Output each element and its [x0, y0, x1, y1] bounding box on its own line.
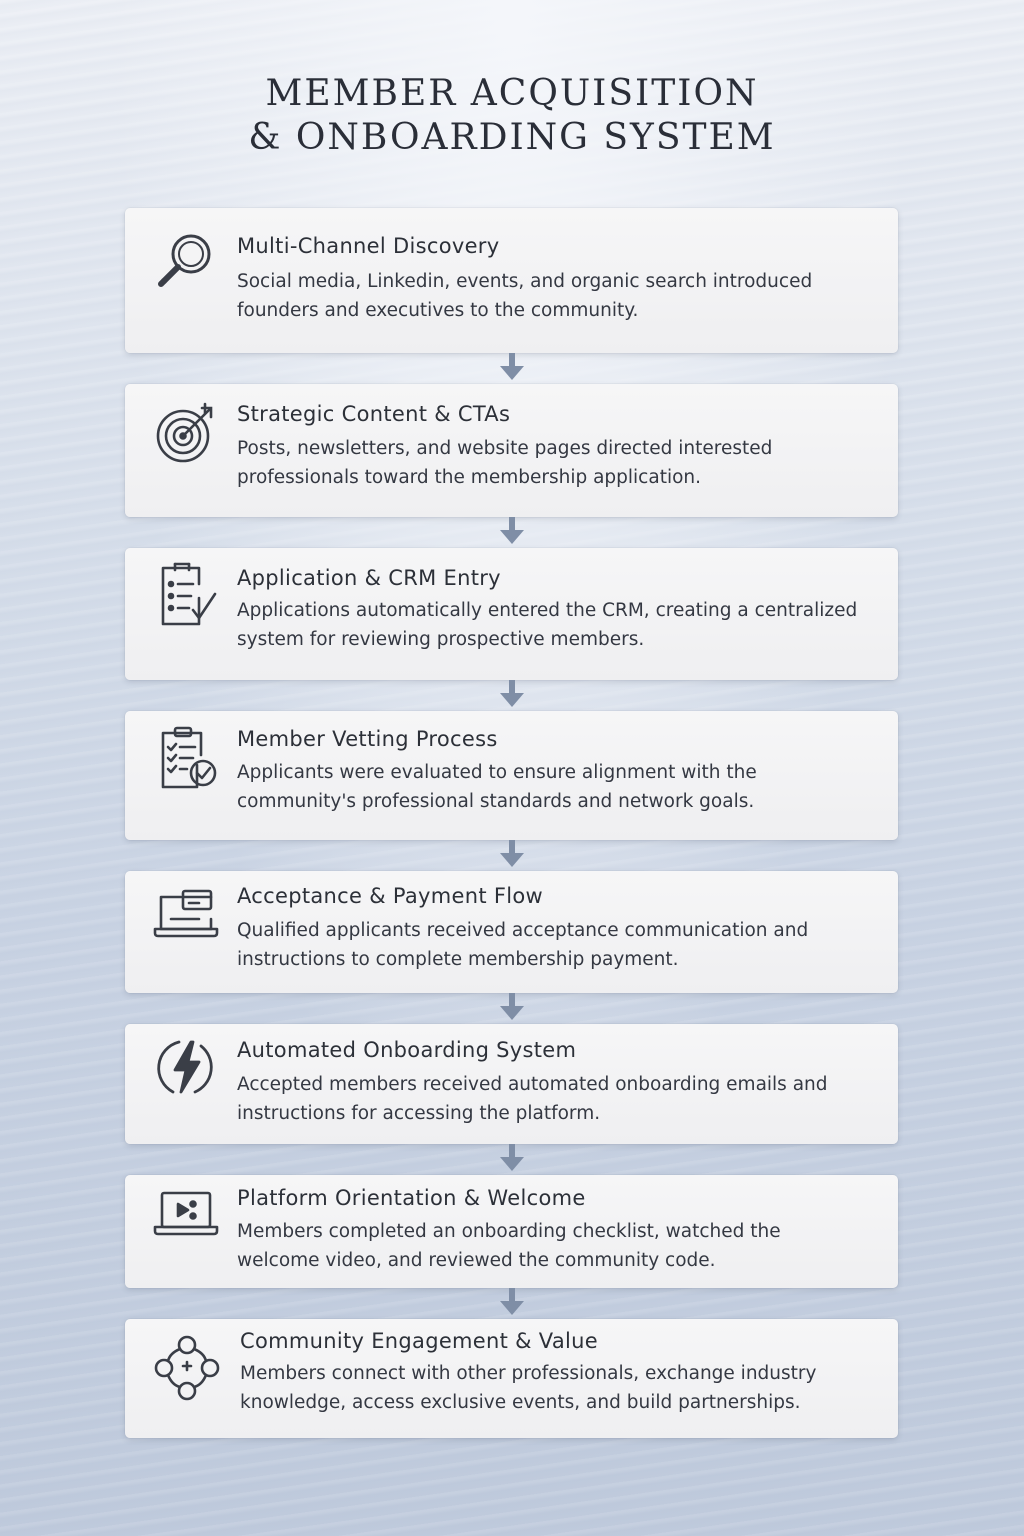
step-card-application [125, 548, 898, 680]
magnifier-icon [153, 228, 219, 294]
step-card-engagement [125, 1319, 898, 1438]
step-card-content [125, 384, 898, 517]
lightning-bolt-icon [153, 1034, 219, 1100]
application-form-icon [153, 562, 219, 628]
flow-arrow-icon [497, 1144, 527, 1172]
step-description: Social media, Linkedin, events, and organic search introduced founders and executives to the community. [237, 271, 813, 321]
target-icon [153, 400, 219, 466]
flow-arrow-icon [497, 517, 527, 545]
step-card-vetting [125, 711, 898, 840]
step-title: Acceptance & Payment Flow [237, 884, 543, 908]
step-title: Application & CRM Entry [237, 566, 501, 590]
step-card-automated-onboarding [125, 1024, 898, 1144]
step-title: Multi-Channel Discovery [237, 234, 500, 258]
step-description: Qualified applicants received acceptance communication and instructions to complete membership payment. [237, 920, 809, 970]
step-title: Member Vetting Process [237, 727, 498, 751]
step-title: Automated Onboarding System [237, 1038, 577, 1062]
page-title [0, 72, 1024, 160]
step-title: Strategic Content & CTAs [237, 402, 511, 426]
step-description: Accepted members received automated onboarding emails and instructions for accessing the platform. [237, 1074, 828, 1124]
step-card-orientation [125, 1175, 898, 1288]
checklist-clipboard-icon [153, 725, 219, 791]
step-description: Members connect with other professionals, exchange industry knowledge, access exclusive events, and build partnerships. [240, 1363, 817, 1413]
step-title: Community Engagement & Value [240, 1329, 598, 1353]
step-description: Members completed an onboarding checklist, watched the welcome video, and reviewed the community code. [237, 1221, 781, 1271]
step-description: Applicants were evaluated to ensure alignment with the community's professional standards and network goals. [237, 762, 757, 812]
network-circles-icon [149, 1335, 225, 1401]
laptop-video-icon [153, 1183, 219, 1249]
flow-arrow-icon [497, 840, 527, 868]
step-description: Applications automatically entered the CRM, creating a centralized system for reviewing prospective members. [237, 600, 858, 650]
page-title-line-2: & ONBOARDING SYSTEM [248, 117, 776, 158]
laptop-payment-icon [153, 883, 219, 949]
flow-arrow-icon [497, 353, 527, 381]
step-description: Posts, newsletters, and website pages directed interested professionals toward the membership application. [237, 438, 773, 488]
flow-arrow-icon [497, 680, 527, 708]
page-title-line-1: MEMBER ACQUISITION [265, 73, 759, 114]
step-title: Platform Orientation & Welcome [237, 1186, 586, 1210]
flow-arrow-icon [497, 993, 527, 1021]
step-card-discovery [125, 208, 898, 353]
flow-arrow-icon [497, 1288, 527, 1316]
step-card-acceptance [125, 871, 898, 993]
